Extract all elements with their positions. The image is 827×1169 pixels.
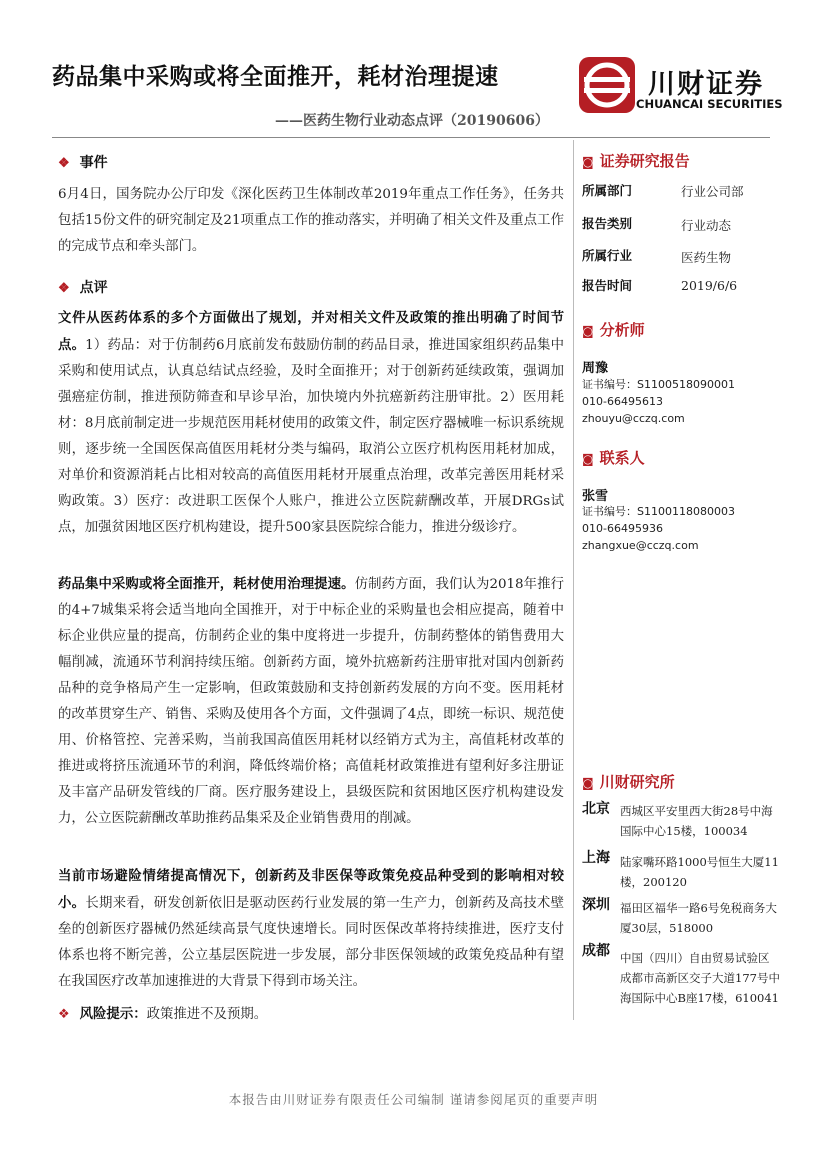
paragraph-2-body: 仿制药方面，我们认为2018年推行的4+7城集采将会适当地向全国推开，对于中标企业的采购量也会相应提高，随着中标企业供应量的提高，仿制药企业的集中度将进一步提升，仿制药整体的销售费用大幅削减，流通环节利润持续压缩。创新药方面，境外抗癌新药注册审批对国内创新药品种的竞争格局产生一定影响，但政策鼓励和支持创新药发展的方向不变。医用耗材的改革贯穿生产、销售、采购及使用各个方面，文件强调了4点，即统一标识、规范使用、价格管控、完善采购，当前我国高值医用耗材以经销方式为主，高值耗材改革的推进或将挤压流通环节的利润，降低终端价格；高值耗材政策推进有望利好多注册证及丰富产品研发管线的厂商。医疗服务建设上，县级医院和贫困地区医疗机构建设发力，公立医院薪酬改革助推药品集采及企业销售费用的削减。	[58, 577, 565, 826]
comment-heading: ❖ 点评	[58, 280, 108, 296]
analyst-email[interactable]: zhouyu@cczq.com	[582, 412, 685, 425]
meta-value-industry: 医药生物	[681, 250, 732, 265]
contact-cert: 证书编号：S1100118080003	[582, 505, 735, 518]
report-title: 药品集中采购或将全面推开，耗材治理提速	[52, 63, 499, 90]
paragraph-1-body: 1）药品：对于仿制药6月底前发布鼓励仿制的药品目录，推进国家组织药品集中采购和使用试点，认真总结试点经验，及时全面推开；对于创新药延续政策，强调加强癌症仿制，推进预防筛查和早诊早治，加快境内外抗癌新药注册审批。2）医用耗材：8月底前制定进一步规范医用耗材使用的政策文件，制定医疗器械唯一标识系统规则，逐步统一全国医保高值医用耗材分类与编码，取消公立医疗机构医用耗材加成，对单价和资源消耗占比相对较高的高值医用耗材开展重点治理，改革完善医用耗材采购政策。3）医疗：改进职工医保个人账户，推进公立医院薪酬改革，开展DRGs试点，加强贫困地区医疗机构建设，提升500家县医院综合能力，推进分级诊疗。	[58, 338, 564, 535]
meta-label-department: 所属部门	[582, 183, 633, 198]
meta-value-department: 行业公司部	[681, 184, 744, 199]
chuancai-logo-icon	[578, 56, 636, 114]
office-city-chengdu: 成都	[582, 943, 610, 959]
report-subtitle: ——医药生物行业动态点评（20190606）	[275, 113, 549, 129]
logo-name-cn: 川财证券	[648, 69, 764, 100]
risk-note: ❖ 风险提示：政策推进不及预期。	[58, 1006, 268, 1022]
office-address-beijing: 西城区平安里西大街28号中海国际中心15楼，100034	[620, 804, 773, 838]
office-city-beijing: 北京	[582, 801, 610, 817]
meta-label-date: 报告时间	[582, 278, 633, 293]
page-footer: 本报告由川财证券有限责任公司编制 谨请参阅尾页的重要声明	[228, 1092, 599, 1107]
report-info-heading: ◙ 证券研究报告	[582, 152, 690, 170]
event-paragraph: 6月4日，国务院办公厅印发《深化医药卫生体制改革2019年重点工作任务》，任务共包括15份文件的研究制定及21项重点工作的推动落实，并明确了相关文件及重点工作的完成节点和牵头部门。	[58, 187, 564, 254]
diamond-bullet-icon: ❖	[58, 281, 70, 296]
analyst-name: 周豫	[582, 361, 609, 376]
comment-paragraph-3	[58, 863, 564, 995]
paragraph-2-lead: 药品集中采购或将全面推开，耗材使用治理提速。	[58, 576, 355, 592]
meta-label-category: 报告类别	[582, 216, 633, 231]
diamond-bullet-icon: ❖	[58, 156, 70, 171]
contact-heading: ◙ 联系人	[582, 449, 645, 467]
comment-paragraph-1	[58, 305, 564, 541]
contact-name: 张雪	[582, 489, 609, 504]
logo-name-en: CHUANCAI SECURITIES	[636, 97, 783, 111]
header-divider	[52, 137, 770, 138]
diamond-bullet-icon: ❖	[58, 1007, 70, 1022]
contact-email[interactable]: zhangxue@cczq.com	[582, 539, 699, 552]
meta-label-industry: 所属行业	[582, 248, 633, 263]
paragraph-1-lead: 文件从医药体系的多个方面做出了规划，并对相关文件及政策的推出明确了时间节点。	[58, 310, 564, 353]
office-city-shanghai: 上海	[582, 850, 610, 866]
analyst-cert: 证书编号：S1100518090001	[582, 378, 735, 391]
square-bullet-icon: ◙	[582, 324, 594, 338]
square-bullet-icon: ◙	[582, 776, 594, 790]
contact-phone: 010-66495936	[582, 522, 663, 535]
analyst-phone: 010-66495613	[582, 395, 663, 408]
office-city-shenzhen: 深圳	[582, 897, 610, 913]
column-divider	[573, 140, 574, 1020]
paragraph-3-body: 长期来看，研发创新依旧是驱动医药行业发展的第一生产力，创新药及高技术壁垒的创新医疗器械仍然延续高景气度快速增长。同时医保改革将持续推进，医疗支付体系也将不断完善，公立基层医院进一步发展，部分非医保领域的政策免疫品种有望在我国医疗改革加速推进的大背景下得到市场关注。	[58, 896, 565, 989]
office-address-shenzhen: 福田区福华一路6号免税商务大厦30层，518000	[620, 901, 777, 935]
square-bullet-icon: ◙	[582, 452, 594, 466]
comment-paragraph-2	[58, 571, 564, 832]
meta-value-date: 2019/6/6	[681, 278, 738, 293]
paragraph-3-lead: 当前市场避险情绪提高情况下，创新药及非医保等政策免疫品种受到的影响相对较小。	[58, 868, 564, 911]
institute-heading: ◙ 川财研究所	[582, 773, 675, 791]
meta-value-category: 行业动态	[681, 218, 732, 233]
square-bullet-icon: ◙	[582, 155, 594, 169]
office-address-shanghai: 陆家嘴环路1000号恒生大厦11楼，200120	[620, 855, 779, 889]
office-address-chengdu: 中国（四川）自由贸易试验区成都市高新区交子大道177号中海国际中心B座17楼，610041	[620, 951, 780, 1005]
event-heading: ❖ 事件	[58, 155, 108, 171]
analyst-heading: ◙ 分析师	[582, 321, 645, 339]
